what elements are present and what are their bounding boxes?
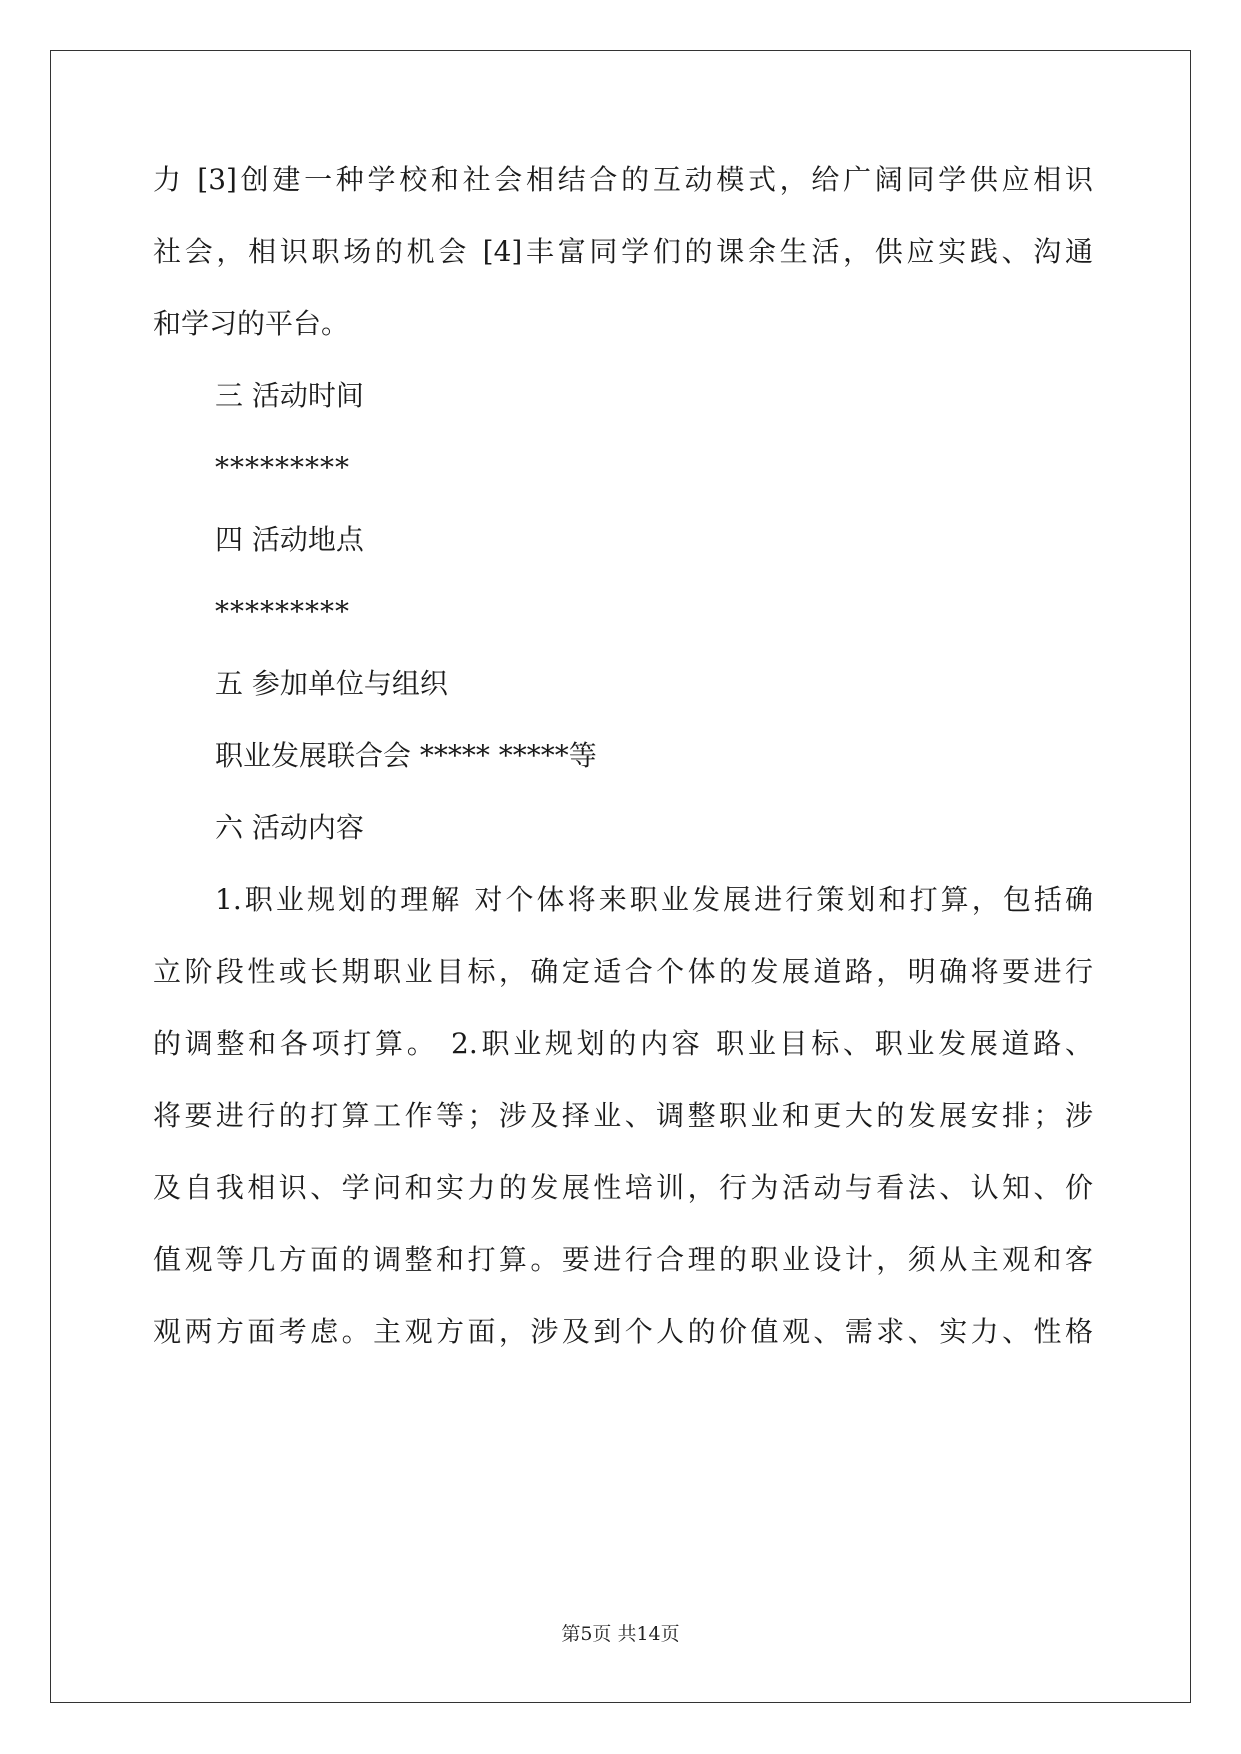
body-line-2: 社会，相识职场的机会 [4]丰富同学们的课余生活，供应实践、沟通 <box>153 235 1093 268</box>
section-heading-time: 三 活动时间 <box>215 379 364 412</box>
section-value-time: ********* <box>215 451 350 484</box>
page-number: 第5页 共14页 <box>561 1623 680 1645</box>
section-heading-participants: 五 参加单位与组织 <box>215 667 448 700</box>
body-line-1: 力 [3]创建一种学校和社会相结合的互动模式，给广阔同学供应相识 <box>153 163 1093 196</box>
section-heading-location: 四 活动地点 <box>215 523 364 556</box>
page-footer <box>0 1622 1241 1646</box>
paragraph-line-2: 立阶段性或长期职业目标，确定适合个体的发展道路，明确将要进行 <box>153 955 1093 988</box>
page-border <box>50 50 1191 1703</box>
body-line-3: 和学习的平台。 <box>153 307 350 340</box>
section-value-participants: 职业发展联合会 ***** *****等 <box>215 739 597 772</box>
paragraph-line-3: 的调整和各项打算。 2.职业规划的内容 职业目标、职业发展道路、 <box>153 1027 1093 1060</box>
section-value-location: ********* <box>215 595 350 628</box>
paragraph-line-6: 值观等几方面的调整和打算。要进行合理的职业设计，须从主观和客 <box>153 1243 1093 1276</box>
paragraph-line-7: 观两方面考虑。主观方面，涉及到个人的价值观、需求、实力、性格 <box>153 1315 1093 1348</box>
paragraph-line-4: 将要进行的打算工作等；涉及择业、调整职业和更大的发展安排；涉 <box>153 1099 1093 1132</box>
paragraph-line-5: 及自我相识、学问和实力的发展性培训，行为活动与看法、认知、价 <box>153 1171 1093 1204</box>
section-heading-content: 六 活动内容 <box>215 811 364 844</box>
paragraph-line-1: 1.职业规划的理解 对个体将来职业发展进行策划和打算，包括确 <box>215 883 1093 916</box>
